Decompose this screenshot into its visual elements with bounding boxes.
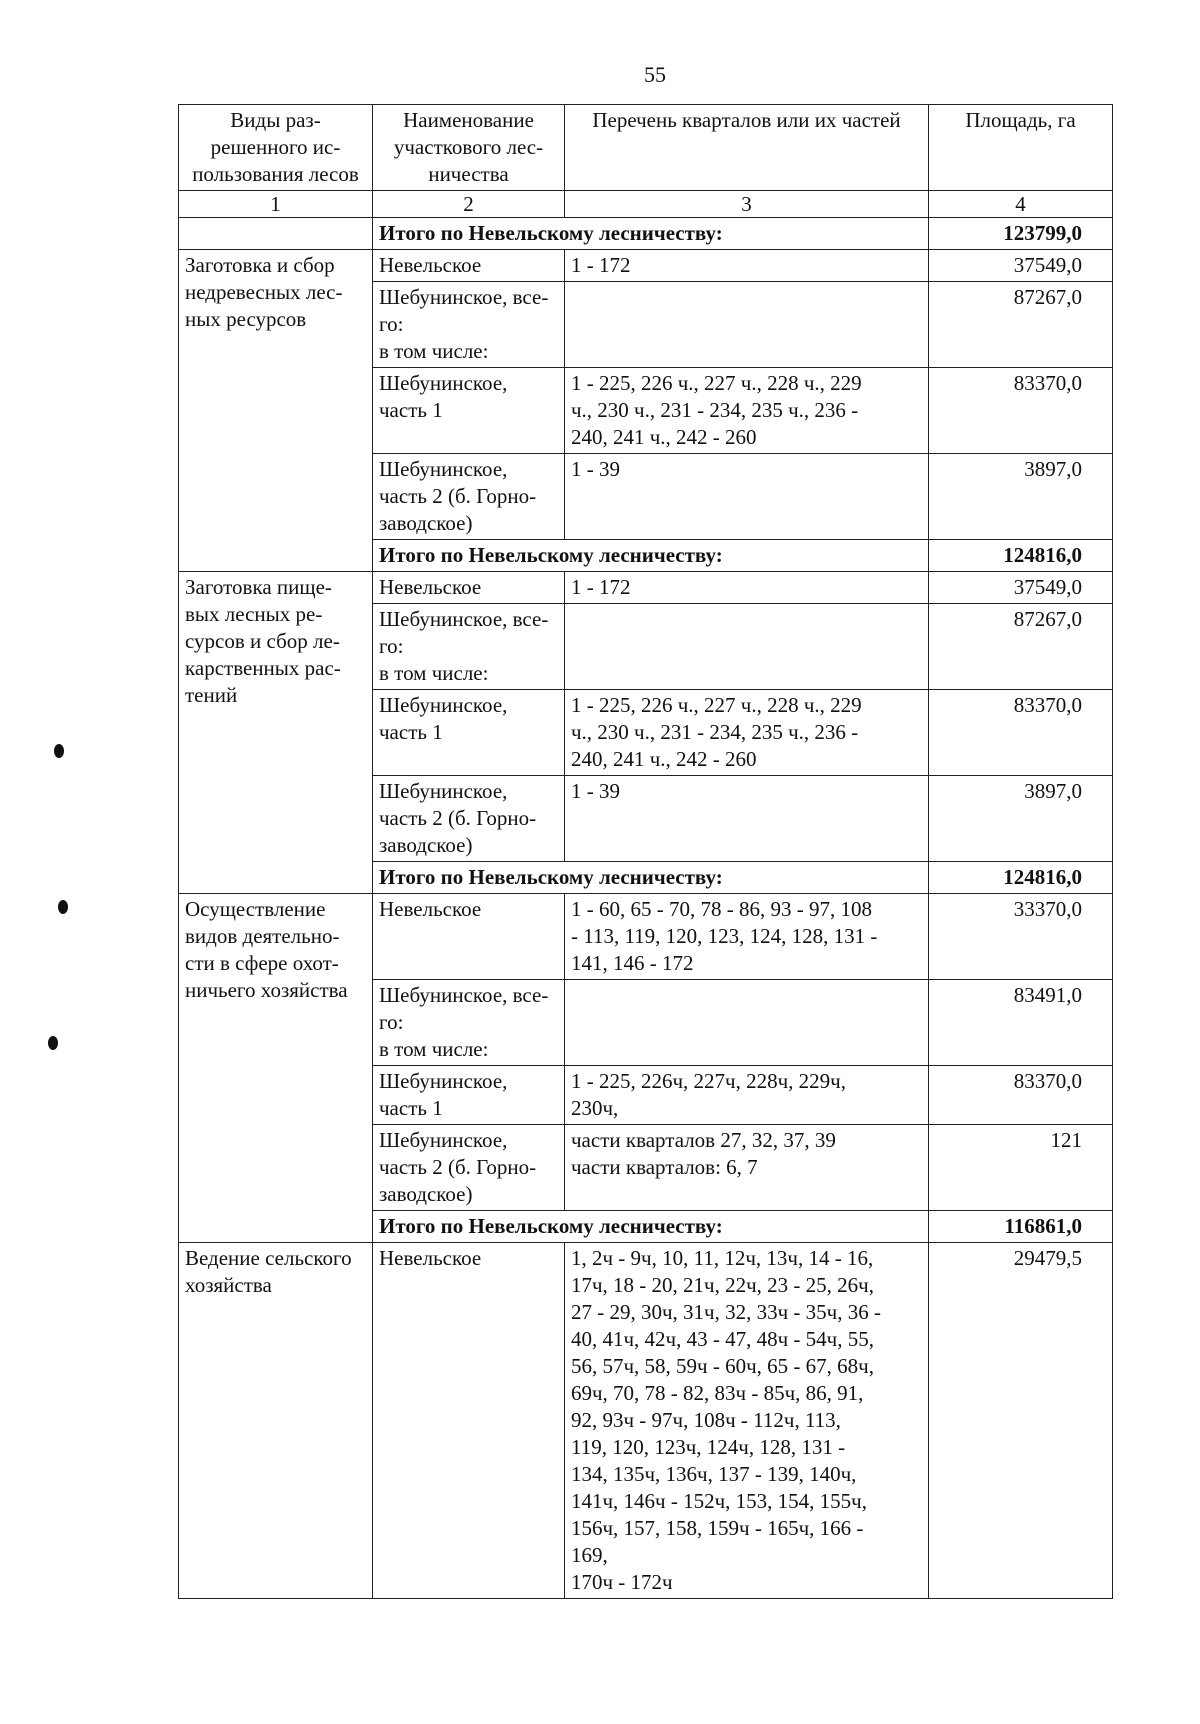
quarters-cell: 1 - 225, 226 ч., 227 ч., 228 ч., 229 ч., 230 ч., 231 - 234, 235 ч., 236 - 240, 241 ч., 242 - 260: [565, 690, 929, 776]
area-cell: 83370,0: [929, 368, 1113, 454]
forestry-name-cell: Шебунинское, часть 1: [373, 368, 565, 454]
forestry-name-cell: Невельское: [373, 1243, 565, 1599]
column-number: 3: [565, 191, 929, 218]
quarters-cell: 1 - 225, 226ч, 227ч, 228ч, 229ч, 230ч,: [565, 1066, 929, 1125]
forestry-name-cell: Невельское: [373, 894, 565, 980]
column-number: 2: [373, 191, 565, 218]
quarters-cell: 1, 2ч - 9ч, 10, 11, 12ч, 13ч, 14 - 16, 17ч, 18 - 20, 21ч, 22ч, 23 - 25, 26ч, 27 - 29, 30ч, 31ч, 32, 33ч - 35ч, 36 - 40, 41ч, 42ч, 43 - 47, 48ч - 54ч, 55, 56, 57ч, 58, 59ч - 60ч, 65 - 67, 68ч, 69ч, 70, 78 - 82, 83ч - 85ч, 86, 91, 92, 93ч - 97ч, 108ч - 112ч, 113, 119, 120, 123ч, 124ч, 128, 131 - 134, 135ч, 136ч, 137 - 139, 140ч, 141ч, 146ч - 152ч, 153, 154, 155ч, 156ч, 157, 158, 159ч - 165ч, 166 - 169, 170ч - 172ч: [565, 1243, 929, 1599]
quarters-cell: части кварталов 27, 32, 37, 39 части кварталов: 6, 7: [565, 1125, 929, 1211]
forestry-name-cell: Шебунинское, часть 2 (б. Горно- заводское): [373, 776, 565, 862]
forestry-name-cell: Шебунинское, все- го: в том числе:: [373, 980, 565, 1066]
total-label: Итого по Невельскому лесничеству:: [373, 1211, 929, 1243]
total-area: 124816,0: [929, 862, 1113, 894]
total-label: Итого по Невельскому лесничеству:: [373, 862, 929, 894]
area-cell: 87267,0: [929, 604, 1113, 690]
quarters-cell: [565, 282, 929, 368]
area-cell: 29479,5: [929, 1243, 1113, 1599]
area-cell: 33370,0: [929, 894, 1113, 980]
area-cell: 83370,0: [929, 690, 1113, 776]
scan-artifact-dot: [58, 900, 68, 914]
forestry-name-cell: Шебунинское, часть 1: [373, 690, 565, 776]
page-number: 55: [644, 62, 666, 87]
total-label: Итого по Невельскому лесничеству:: [373, 218, 929, 250]
use-type-cell: Ведение сельского хозяйства: [179, 1243, 373, 1599]
forestry-name-cell: Невельское: [373, 572, 565, 604]
quarters-cell: [565, 604, 929, 690]
total-area: 116861,0: [929, 1211, 1113, 1243]
table-row: [179, 250, 1113, 282]
area-cell: 37549,0: [929, 572, 1113, 604]
use-type-cell: Осуществление видов деятельно- сти в сфере охот- ничьего хозяйства: [179, 894, 373, 1243]
total-row: [179, 218, 1113, 250]
empty-cell: [179, 218, 373, 250]
forestry-name-cell: Невельское: [373, 250, 565, 282]
area-cell: 3897,0: [929, 776, 1113, 862]
header-row: [179, 105, 1113, 191]
quarters-cell: 1 - 60, 65 - 70, 78 - 86, 93 - 97, 108 - 113, 119, 120, 123, 124, 128, 131 - 141, 146 - 172: [565, 894, 929, 980]
total-label: Итого по Невельскому лесничеству:: [373, 540, 929, 572]
total-area: 124816,0: [929, 540, 1113, 572]
use-type-cell: Заготовка и сбор недревесных лес- ных ресурсов: [179, 250, 373, 572]
header-area: Площадь, га: [929, 105, 1113, 191]
area-cell: 83491,0: [929, 980, 1113, 1066]
area-cell: 37549,0: [929, 250, 1113, 282]
column-number: 4: [929, 191, 1113, 218]
use-type-cell: Заготовка пище- вых лесных ре- сурсов и сбор ле- карственных рас- тений: [179, 572, 373, 894]
table-row: [179, 572, 1113, 604]
quarters-cell: 1 - 39: [565, 454, 929, 540]
column-number-row: [179, 191, 1113, 218]
quarters-cell: [565, 980, 929, 1066]
header-use-type: Виды раз- решенного ис- пользования лесов: [179, 105, 373, 191]
area-cell: 3897,0: [929, 454, 1113, 540]
scan-artifact-dot: [48, 1036, 58, 1050]
quarters-cell: 1 - 172: [565, 250, 929, 282]
forest-use-table: [178, 104, 1113, 1599]
area-cell: 83370,0: [929, 1066, 1113, 1125]
quarters-cell: 1 - 39: [565, 776, 929, 862]
table-row: [179, 1243, 1113, 1599]
scan-artifact-dot: [54, 744, 64, 758]
header-forestry-name: Наименование участкового лес- ничества: [373, 105, 565, 191]
area-cell: 87267,0: [929, 282, 1113, 368]
forestry-name-cell: Шебунинское, часть 2 (б. Горно- заводское): [373, 1125, 565, 1211]
forestry-name-cell: Шебунинское, все- го: в том числе:: [373, 282, 565, 368]
forestry-name-cell: Шебунинское, часть 2 (б. Горно- заводское): [373, 454, 565, 540]
header-quarters-list: Перечень кварталов или их частей: [565, 105, 929, 191]
forestry-name-cell: Шебунинское, часть 1: [373, 1066, 565, 1125]
quarters-cell: 1 - 172: [565, 572, 929, 604]
quarters-cell: 1 - 225, 226 ч., 227 ч., 228 ч., 229 ч., 230 ч., 231 - 234, 235 ч., 236 - 240, 241 ч., 242 - 260: [565, 368, 929, 454]
column-number: 1: [179, 191, 373, 218]
forestry-name-cell: Шебунинское, все- го: в том числе:: [373, 604, 565, 690]
area-cell: 121: [929, 1125, 1113, 1211]
table-row: [179, 894, 1113, 980]
total-area: 123799,0: [929, 218, 1113, 250]
